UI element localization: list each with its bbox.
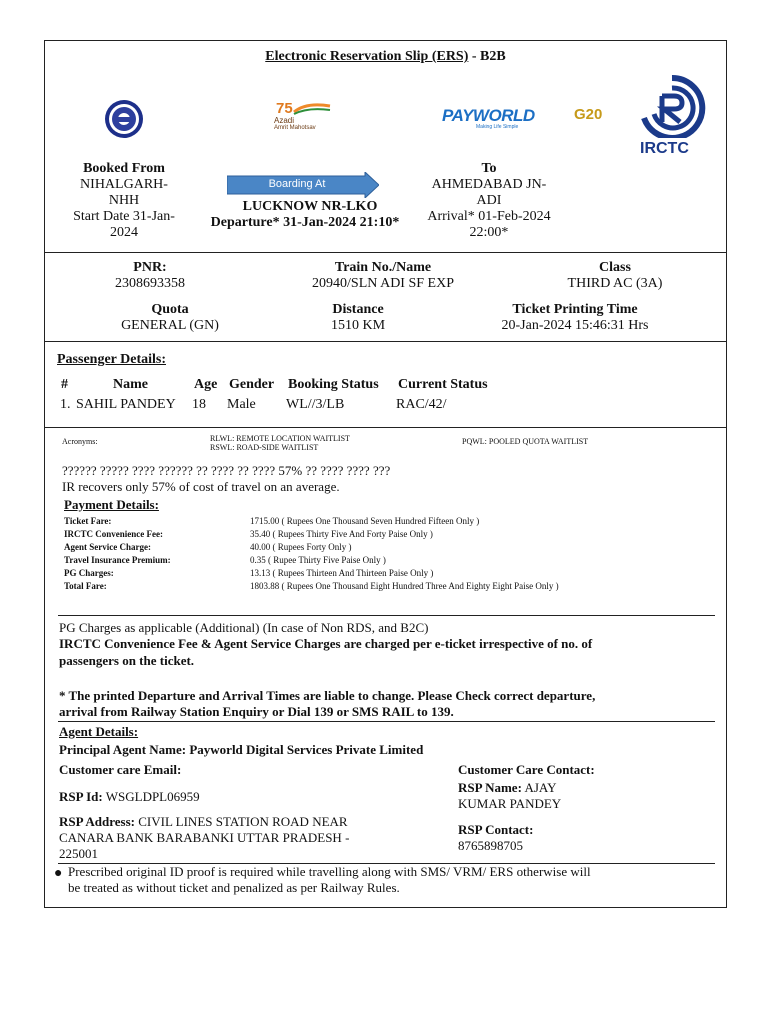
payment-row: Travel Insurance Premium: 0.35 ( Rupee Thirty Five Paise Only ) — [64, 555, 386, 565]
payment-rows — [0, 515, 768, 593]
customer-care-email: Customer care Email: — [59, 762, 182, 777]
class-block: Class THIRD AC (3A) — [567, 260, 663, 291]
fee-note-line1: IRCTC Convenience Fee & Agent Service Charges are charged per e-ticket irrespective of no. of — [59, 636, 593, 651]
passenger-heading: Passenger Details: — [57, 352, 166, 367]
bullet-icon: ● — [54, 866, 63, 881]
acronym-rswl: RSWL: ROAD-SIDE WAITLIST — [210, 443, 319, 452]
agent-heading: Agent Details: — [59, 724, 139, 739]
rsp-address: RSP Address: CIVIL LINES STATION ROAD NEAR CANARA BANK BARABANKI UTTAR PRADESH - 225001 — [59, 814, 350, 861]
fee-note-line2: passengers on the ticket. — [59, 653, 195, 668]
divider — [58, 615, 715, 616]
divider — [58, 721, 715, 722]
acronyms-label: Acronyms: — [62, 437, 98, 446]
rsp-name: RSP Name: AJAY KUMAR PANDEY — [458, 780, 562, 811]
acronym-rlwl: RLWL: REMOTE LOCATION WAITLIST — [210, 434, 350, 443]
payment-row: PG Charges: 13.13 ( Rupees Thirteen And Thirteen Paise Only ) — [64, 568, 434, 578]
g20-logo: G20 — [574, 106, 603, 123]
times-note-line1: * The printed Departure and Arrival Times are liable to change. Please Check correct departure, — [59, 688, 596, 703]
departure-time: Departure* 31-Jan-2024 21:10* — [210, 215, 400, 230]
boarding-station: LUCKNOW NR-LKO — [242, 199, 378, 214]
payment-heading: Payment Details: — [64, 497, 159, 512]
payworld-logo: PAYWORLD Making Life Simple — [442, 106, 535, 130]
azadi-ka-amrit-mahotsav-logo: 75 Azadi Amrit Mahotsav — [272, 100, 338, 136]
notice-english: IR recovers only 57% of cost of travel on an average. — [62, 479, 340, 494]
payment-row: Agent Service Charge: 40.00 ( Rupees Forty Only ) — [64, 542, 352, 552]
distance-block: Distance 1510 KM — [330, 302, 386, 333]
passenger-table-header: # Name Age Gender Booking Status Current Status — [61, 377, 488, 392]
indian-railways-logo — [102, 98, 146, 140]
payment-row: Total Fare: 1803.88 ( Rupees One Thousand Eight Hundred Three And Eighty Eight Paise Only ) — [64, 581, 559, 591]
rsp-id: RSP Id: WSGLDPL06959 — [59, 789, 200, 804]
boarding-at-arrow: Boarding At — [227, 172, 379, 198]
payment-row: Ticket Fare: 1715.00 ( Rupees One Thousand Seven Hundred Fifteen Only ) — [64, 516, 480, 526]
payment-row: IRCTC Convenience Fee: 35.40 ( Rupees Thirty Five And Forty Paise Only ) — [64, 529, 433, 539]
id-proof-note: Prescribed original ID proof is required while travelling along with SMS/ VRM/ ERS otherwise will be treated as without ticket and penalized as per Railway Rules. — [68, 864, 591, 895]
principal-agent: Principal Agent Name: Payworld Digital Services Private Limited — [59, 742, 424, 757]
divider — [44, 427, 727, 428]
rsp-contact: RSP Contact: 8765898705 — [458, 822, 534, 853]
ers-title: Electronic Reservation Slip (ERS) - B2B — [265, 49, 506, 64]
irctc-logo: IRCTC — [634, 74, 710, 162]
pnr-block: PNR: 2308693358 — [115, 260, 185, 291]
to-block: To AHMEDABAD JN- ADI Arrival* 01-Feb-2024 22:00* — [427, 161, 551, 240]
customer-care-contact: Customer Care Contact: — [458, 762, 595, 777]
booked-from-block: Booked From NIHALGARH- NHH Start Date 31-Jan- 2024 — [73, 161, 175, 240]
table-row: 1. SAHIL PANDEY 18 Male WL//3/LB RAC/42/ — [60, 397, 447, 412]
times-note-line2: arrival from Railway Station Enquiry or Dial 139 or SMS RAIL to 139. — [59, 704, 454, 719]
train-block: Train No./Name 20940/SLN ADI SF EXP — [312, 260, 454, 291]
printing-time-block: Ticket Printing Time 20-Jan-2024 15:46:31 Hrs — [501, 302, 649, 333]
notice-hindi: ?????? ????? ???? ?????? ?? ???? ?? ???? 57% ?? ???? ???? ??? — [62, 463, 391, 478]
acronym-pqwl: PQWL: POOLED QUOTA WAITLIST — [462, 437, 589, 446]
divider — [44, 252, 727, 253]
divider — [44, 341, 727, 342]
pg-charges-note: PG Charges as applicable (Additional) (In case of Non RDS, and B2C) — [59, 620, 429, 635]
quota-block: Quota GENERAL (GN) — [121, 302, 219, 333]
